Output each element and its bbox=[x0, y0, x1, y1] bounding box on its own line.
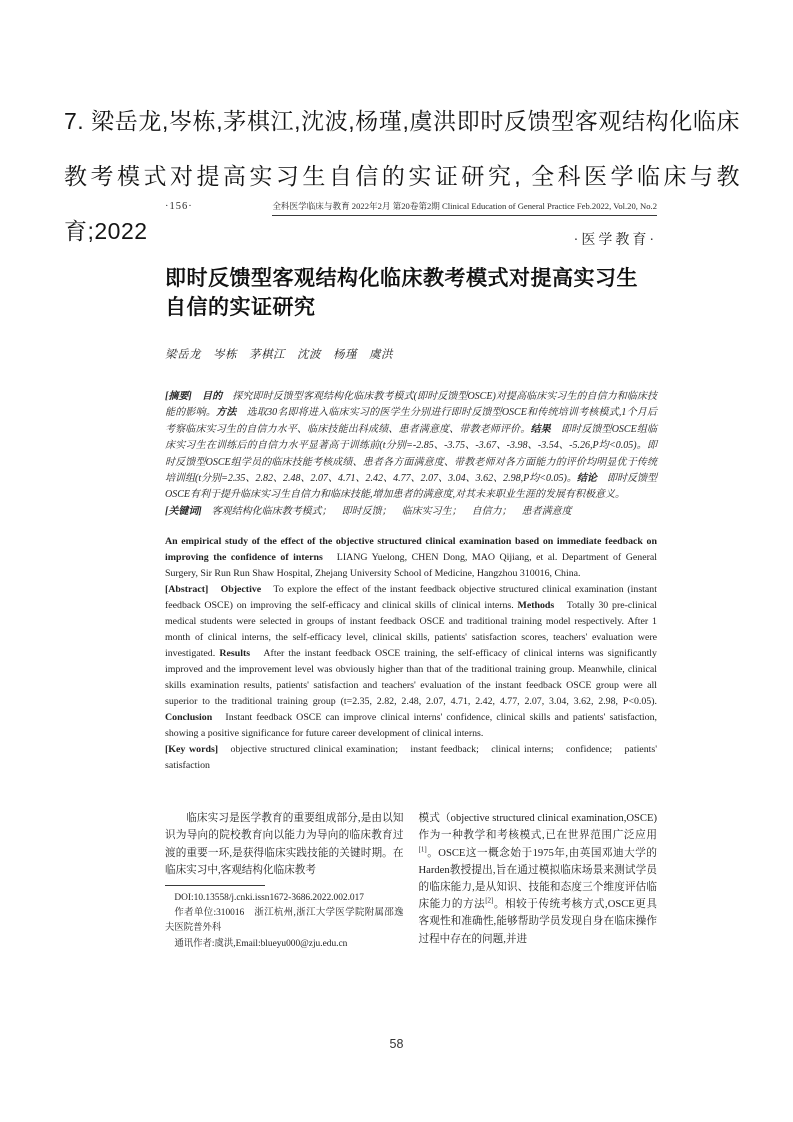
journal-header bbox=[165, 200, 657, 216]
section-label: ·医学教育· bbox=[573, 233, 657, 248]
article-title: 即时反馈型客观结构化临床教考模式对提高实习生自信的实证研究 bbox=[165, 267, 638, 319]
abstract-english: [Abstract] Objective To explore the effect of the instant feedback objective structured clinical examination (instant feedback OSCE) on improving the self-efficacy and clinical skills of clinical interns. Methods Totally 30 pre-clinical medical students were selected in groups of instant feedback OSCE and traditional training model respectively. After 1 month of clinical interns, the self-efficacy level, clinical skills, patients' satisfaction scores, teachers' evaluation were investigated. Results After the instant feedback OSCE training, the self-efficacy of clinical interns was significantly improved and the improvement level was obviously higher than that of the traditional training group. Meanwhile, clinical skills examination results, patients' satisfaction and teachers' evaluation of the instant feedback OSCE group were all superior to the traditional training group (t=2.35, 2.82, 2.48, 2.07, 4.71, 2.42, 4.77, 2.07, 3.04, 3.62, 2.98, P<0.05). Conclusion Instant feedback OSCE can improve clinical interns' confidence, clinical skills and patients' satisfaction, showing a positive significance for future career development of clinical interns. bbox=[165, 584, 657, 740]
doi-line: DOI:10.13558/j.cnki.issn1672-3686.2022.002.017 bbox=[174, 893, 364, 904]
body-column-left bbox=[165, 810, 404, 952]
body-paragraph-right: 模式（objective structured clinical examination,OSCE)作为一种教学和考核模式,已在世界范围广泛应用[1]。OSCE这一概念始于1975年,由英国邓迪大学的Harden教授提出,旨在通过模拟临床场景来测试学员的临床能力,是从知识、技能和态度三个维度评估临床能力的方法[2]。相较于传统考核方式,OSCE更具客观性和准确性,能够帮助学员发现自身在临床操作过程中存在的问题,并进 bbox=[418, 813, 658, 945]
page-number: 58 bbox=[389, 1037, 404, 1051]
body-paragraph-left: 临床实习是医学教育的重要组成部分,是由以知识为导向的院校教育向以能力为导向的临床教育过渡的重要一环,是获得临床实践技能的关键时期。在临床实习中,客观结构化临床教考 bbox=[165, 813, 404, 876]
english-title: An empirical study of the effect of the objective structured clinical examination based on immediate feedback on improving the confidence of interns LIANG Yuelong, CHEN Dong, MAO Qijiang, et al. Department of General Surgery, Sir Run Run Shaw Hospital, Zhejang University School of Medicine, Hangzhou 310016, China. bbox=[165, 536, 657, 580]
footnote-block bbox=[165, 885, 404, 952]
affiliation-line: 作者单位:310016 浙江杭州,浙江大学医学院附属邵逸夫医院普外科 bbox=[165, 908, 404, 934]
keywords-english: [Key words] objective structured clinical examination; instant feedback; clinical interns; confidence; patients' satisfaction bbox=[165, 744, 657, 772]
correspondence-line: 通讯作者:虞洪,Email:blueyu000@zju.edu.cn bbox=[174, 938, 348, 949]
reference-citation: 7. 梁岳龙,岑栋,茅棋江,沈波,杨瑾,虞洪即时反馈型客观结构化临床教考模式对提高实习生自信的实证研究, 全科医学临床与教育;2022 bbox=[64, 108, 740, 244]
journal-page-scan bbox=[165, 200, 657, 952]
article-authors: 梁岳龙 岑栋 茅棋江 沈波 杨瑾 虞洪 bbox=[165, 349, 393, 361]
body-column-right bbox=[419, 810, 658, 952]
body-columns bbox=[165, 810, 657, 952]
journal-page-marker: ·156· bbox=[165, 201, 193, 212]
keywords-chinese: [关键词] 客观结构化临床教考模式； 即时反馈； 临床实习生； 自信力； 患者满意度 bbox=[165, 505, 572, 517]
english-abstract-block bbox=[165, 534, 657, 774]
footnote-divider bbox=[165, 885, 265, 886]
abstract-chinese: [摘要] 目的 探究即时反馈型客观结构化临床教考模式(即时反馈型OSCE)对提高临床实习生的自信力和临床技能的影响。方法 选取30名即将进入临床实习的医学生分别进行即时反馈型OSCE和传统培训考核模式,1个月后考察临床实习生的自信力水平、临床技能出科成绩、患者满意度、带教老师评价。结果 即时反馈型OSCE组临床实习生在训练后的自信力水平显著高于训练前(t分别=-2.85、-3.75、-3.67、-3.98、-3.54、-5.26,P均<0.05)。即时反馈型OSCE组学员的临床技能考核成绩、患者各方面满意度、带教老师对各方面能力的评价均明显优于传统培训组(t分别=2.35、2.82、2.48、2.07、4.71、2.42、4.77、2.07、3.04、3.62、2.98,P均<0.05)。结论 即时反馈型OSCE有利于提升临床实习生自信力和临床技能,增加患者的满意度,对其未来职业生涯的发展有积极意义。 bbox=[165, 391, 658, 501]
journal-header-line: 全科医学临床与教育 2022年2月 第20卷第2期 Clinical Education of General Practice Feb.2022, Vol.20, No.2 bbox=[272, 200, 657, 216]
